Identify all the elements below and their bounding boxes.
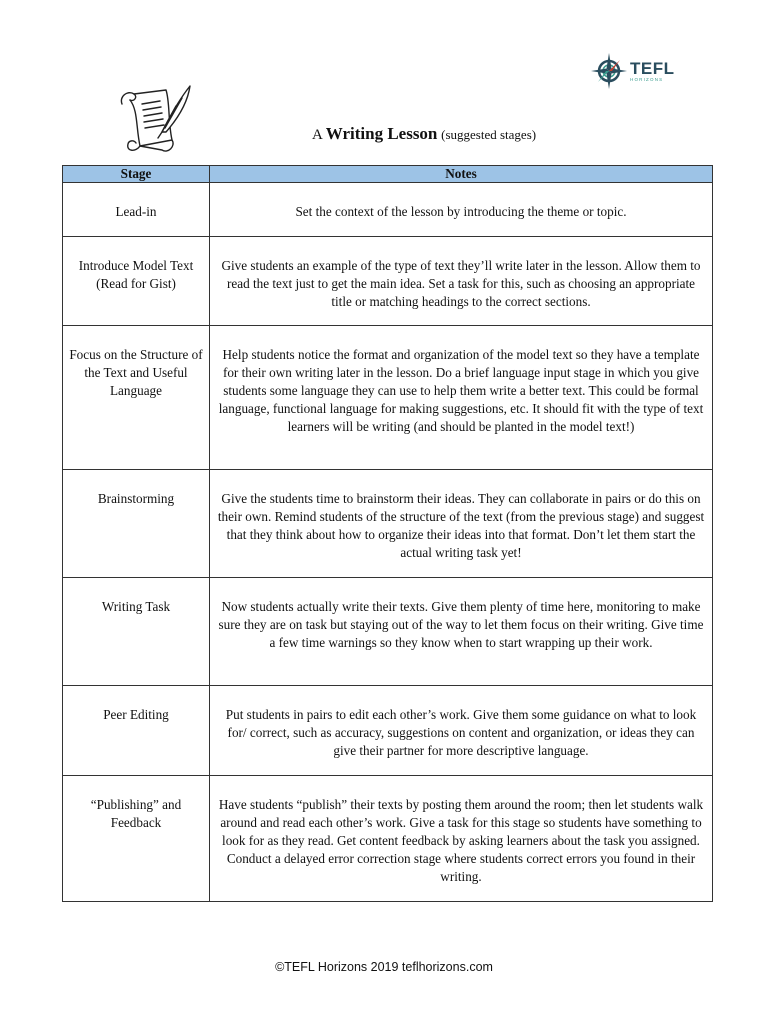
notes-cell: Now students actually write their texts. Give them plenty of time here, monitoring to make sure they are on task but staying out of the way to let them focus on their writing. Give time a few time warnings so they know when to start wrapping up their work. <box>210 578 713 686</box>
notes-cell: Set the context of the lesson by introducing the theme or topic. <box>210 183 713 237</box>
table-row <box>63 326 713 470</box>
tefl-horizons-logo <box>590 52 675 90</box>
stage-cell: Focus on the Structure of the Text and Useful Language <box>63 326 210 470</box>
stage-cell: Writing Task <box>63 578 210 686</box>
table-row <box>63 183 713 237</box>
stage-cell: Peer Editing <box>63 686 210 776</box>
table-row <box>63 237 713 326</box>
table-row <box>63 686 713 776</box>
lesson-stages-table <box>62 165 713 902</box>
footer-copyright: ©TEFL Horizons 2019 teflhorizons.com <box>275 960 493 974</box>
stage-cell: Lead-in <box>63 183 210 237</box>
table-row <box>63 578 713 686</box>
title-suffix: (suggested stages) <box>441 127 537 142</box>
stage-cell: Introduce Model Text (Read for Gist) <box>63 237 210 326</box>
logo-tagline: HORIZONS <box>630 76 664 82</box>
compass-icon <box>590 52 628 90</box>
table-row <box>63 776 713 902</box>
stage-cell: “Publishing” and Feedback <box>63 776 210 902</box>
notes-cell: Put students in pairs to edit each other’s work. Give them some guidance on what to look for/ correct, such as accuracy, suggestions on content and organization, or ideas they can give their partner for more descriptive language. <box>210 686 713 776</box>
notes-cell: Give students an example of the type of text they’ll write later in the lesson. Allow them to read the text just to get the main idea. Set a task for this, such as choosing an appropriate title or matching headings to the correct sections. <box>210 237 713 326</box>
stage-cell: Brainstorming <box>63 470 210 578</box>
title-prefix: A <box>312 127 323 143</box>
page-title <box>312 124 536 144</box>
notes-cell: Give the students time to brainstorm their ideas. They can collaborate in pairs or do this on their own. Remind students of the structure of the text (from the previous stage) and suggest that they think about how to organize their ideas into that format. Don’t let them start the actual writing task yet! <box>210 470 713 578</box>
header-notes: Notes <box>210 166 713 183</box>
header-stage: Stage <box>63 166 210 183</box>
notes-cell: Have students “publish” their texts by posting them around the room; then let students walk around and read each other’s work. Give a task for this stage so students have something to look for as they read. Get content feedback by asking learners about the task you assigned. Conduct a delayed error correction stage where students correct errors you found in their writing. <box>210 776 713 902</box>
logo-name: TEFL <box>630 58 675 78</box>
table-row <box>63 470 713 578</box>
title-main: Writing Lesson <box>325 124 438 143</box>
table-header-row <box>63 166 713 183</box>
scroll-quill-icon <box>116 82 194 158</box>
notes-cell: Help students notice the format and organization of the model text so they have a template for their own writing later in the lesson. Do a brief language input stage in which you give students some language they can use to help them write a better text. This could be formal language, functional language for making suggestions, etc. It should fit with the type of text learners will be writing (and should be planted in the model text!) <box>210 326 713 470</box>
